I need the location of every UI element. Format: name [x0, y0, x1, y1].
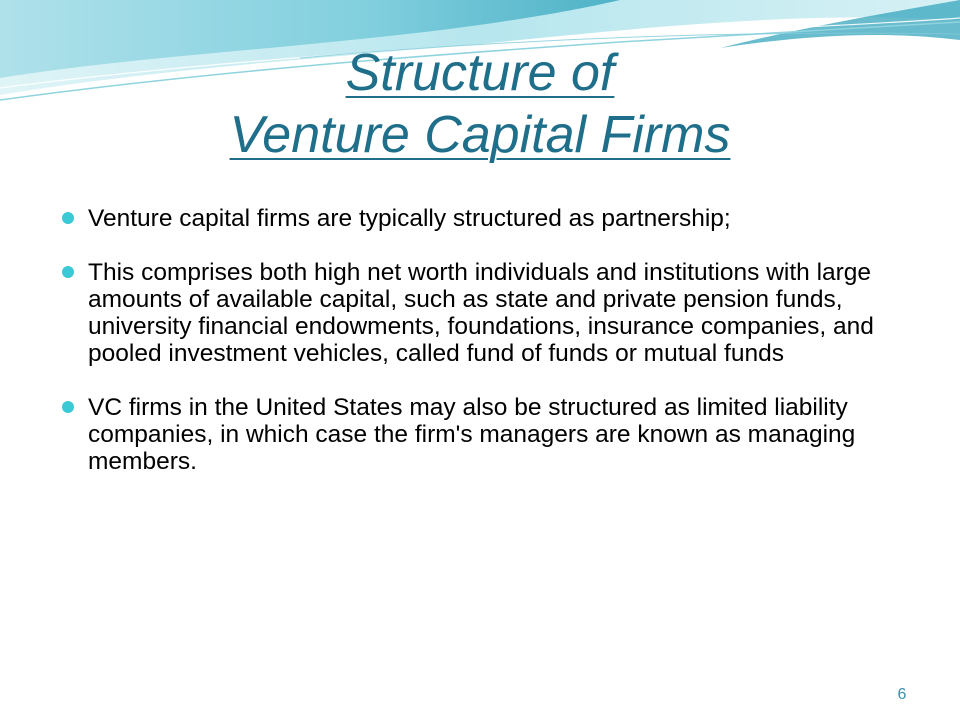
bullet-item	[62, 259, 912, 367]
bullet-item	[62, 394, 912, 475]
slide-title	[0, 42, 960, 166]
bullet-text: VC firms in the United States may also be structured as limited liability companies, in which case the firm's managers are known as managing members.	[88, 394, 856, 475]
bullet-dot-icon	[62, 212, 74, 224]
bullet-item	[62, 205, 912, 232]
bullet-list	[62, 205, 912, 475]
title-line-1: Structure of	[345, 44, 615, 102]
bullet-dot-icon	[62, 266, 74, 278]
bullet-text: Venture capital firms are typically structured as partnership;	[88, 205, 731, 232]
title-line-2: Venture Capital Firms	[229, 106, 731, 164]
bullet-text: This comprises both high net worth individuals and institutions with large amounts of available capital, such as state and private pension funds, university financial endowments, foundations, insurance companies, and pooled investment vehicles, called fund of funds or mutual funds	[88, 259, 874, 367]
bullet-dot-icon	[62, 401, 74, 413]
page-number: 6	[897, 686, 907, 703]
